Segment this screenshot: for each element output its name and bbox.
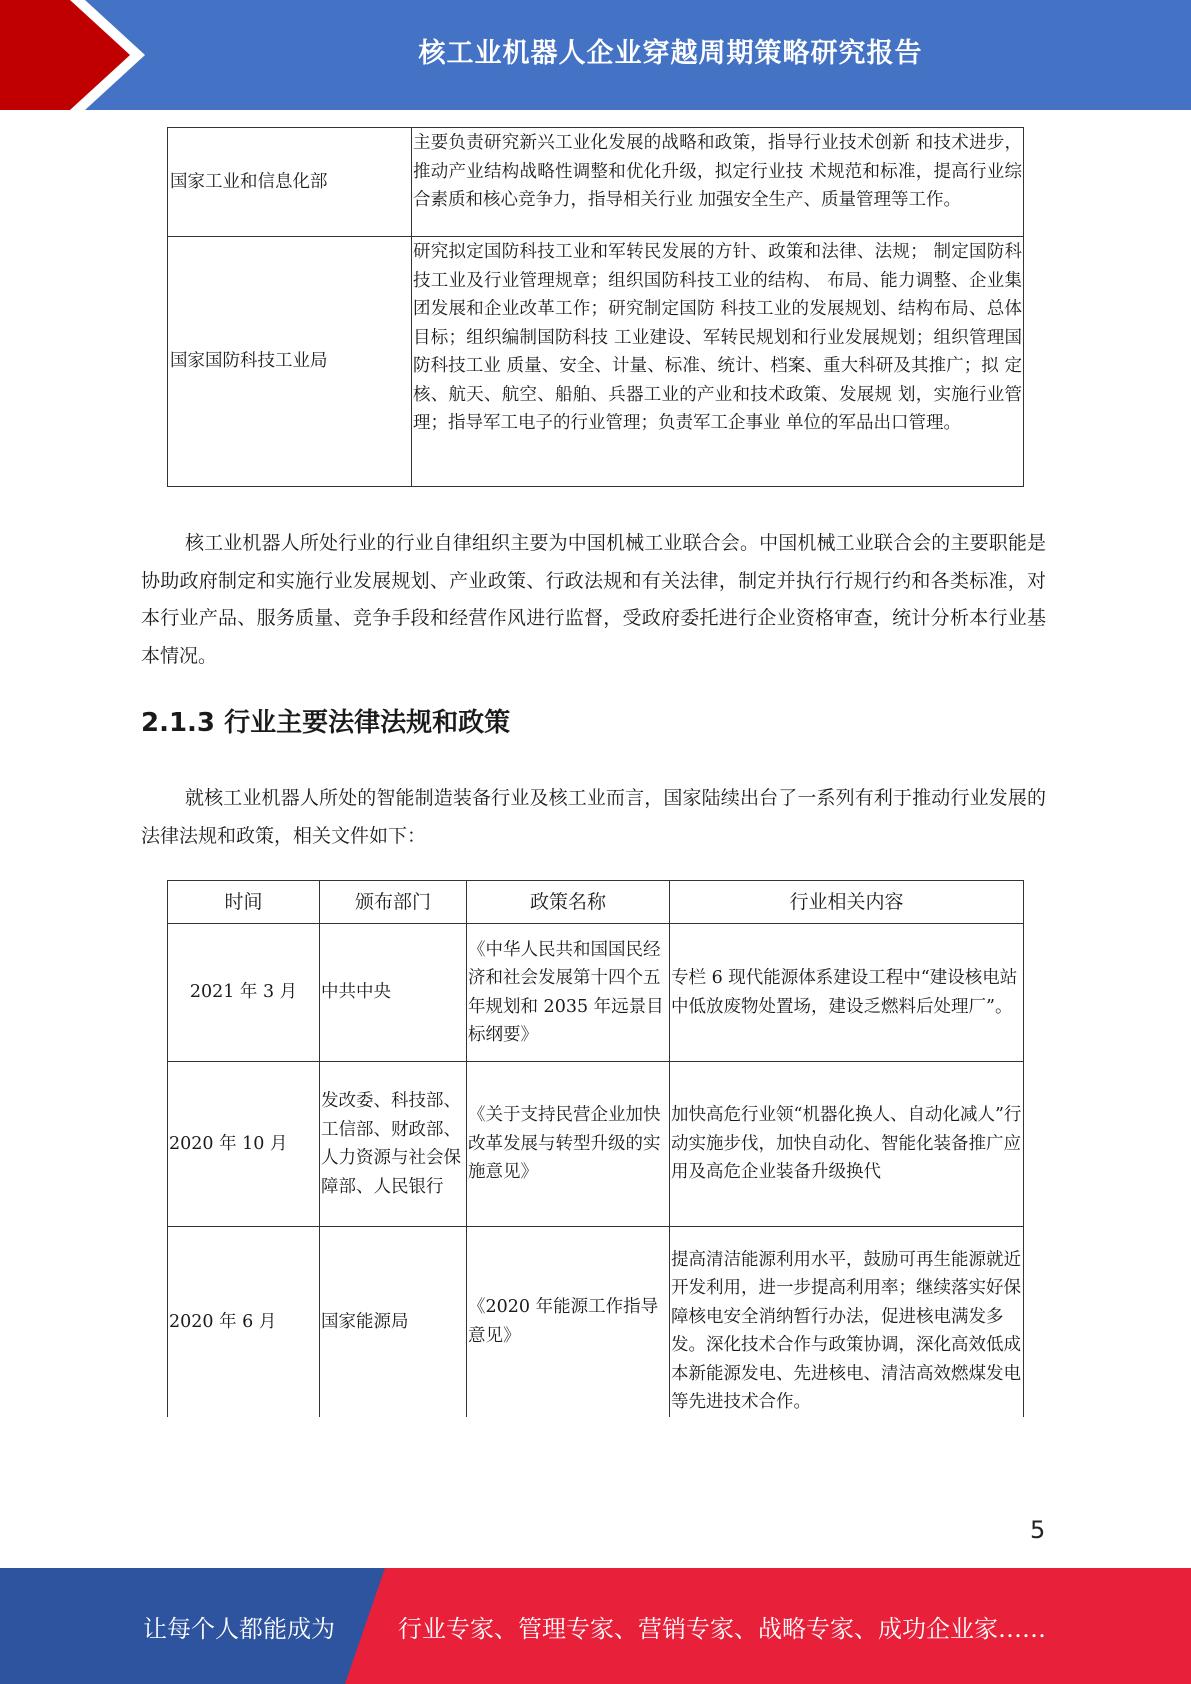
page-number: 5 [1030,1516,1046,1544]
body-paragraph: 核工业机器人所处行业的行业自律组织主要为中国机械工业联合会。中国机械工业联合会的主要职能是协助政府制定和实施行业发展规划、产业政策、行政法规和有关法律，制定并执行行规行约和各类标准，对本行业产品、服务质量、竞争手段和经营作风进行监督，受政府委托进行企业资格审查，统计分析本行业基本情况。 [141,532,1046,667]
content-cell: 加快高危行业领“机器化换人、自动化减人”行动实施步伐，加快自动化、智能化装备推广应用及高危企业装备升级换代 [670,1062,1024,1227]
content-cell: 提高清洁能源利用水平，鼓励可再生能源就近开发利用，进一步提高利用率；继续落实好保障核电安全消纳暂行办法，促进核电满发多发。深化技术合作与政策协调，深化高效低成本新能源发电、先进核电、清洁高效燃煤发电等先进技术合作。 [670,1227,1024,1417]
department-cell: 中共中央 [320,924,467,1062]
time-cell: 2020 年 6 月 [168,1227,320,1417]
policy-table [167,880,1024,1417]
table-row [168,924,1024,1062]
department-cell: 发改委、科技部、工信部、财政部、人力资源与社会保障部、人民银行 [320,1062,467,1227]
time-cell: 2020 年 10 月 [168,1062,320,1227]
policy-cell: 《中华人民共和国国民经济和社会发展第十四个五年规划和 2035 年远景目标纲要》 [467,924,670,1062]
column-header-department: 颁布部门 [320,881,467,924]
column-header-policy: 政策名称 [467,881,670,924]
policy-cell: 《2020 年能源工作指导意见》 [467,1227,670,1417]
page-footer [0,1568,1191,1684]
department-cell: 国家工业和信息化部 [168,128,412,237]
column-header-content: 行业相关内容 [670,881,1024,924]
content-cell: 专栏 6 现代能源体系建设工程中“建设核电站中低放废物处置场，建设乏燃料后处理厂”。 [670,924,1024,1062]
page-header [0,0,1191,110]
table-row [168,1227,1024,1417]
body-paragraph: 就核工业机器人所处的智能制造装备行业及核工业而言，国家陆续出台了一系列有利于推动行业发展的法律法规和政策，相关文件如下： [141,787,1046,847]
report-title: 核工业机器人企业穿越周期策略研究报告 [418,37,923,69]
table-row [168,237,1024,487]
table-row [168,128,1024,237]
footer-slogan-left: 让每个人都能成为 [143,1614,335,1643]
footer-slogan-right: 行业专家、管理专家、营销专家、战略专家、成功企业家…… [398,1614,1046,1643]
duties-cell: 研究拟定国防科技工业和军转民发展的方针、政策和法律、法规； 制定国防科技工业及行业管理规章；组织国防科技工业的结构、 布局、能力调整、企业集团发展和企业改革工作；研究制定国防 科技工业的发展规划、结构布局、总体目标；组织编制国防科技 工业建设、军转民规划和行业发展规划；组织管理国防科技工业 质量、安全、计量、标准、统计、档案、重大科研及其推广；拟 定核、航天、航空、船舶、兵器工业的产业和技术政策、发展规 划，实施行业管理；指导军工电子的行业管理；负责军工企事业 单位的军品出口管理。 [412,237,1024,487]
duties-cell: 主要负责研究新兴工业化发展的战略和政策，指导行业技术创新 和技术进步，推动产业结构战略性调整和优化升级，拟定行业技 术规范和标准，提高行业综合素质和核心竞争力，指导相关行业 加强安全生产、质量管理等工作。 [412,128,1024,237]
department-cell: 国家国防科技工业局 [168,237,412,487]
section-heading: 2.1.3 行业主要法律法规和政策 [141,708,511,738]
authority-table [167,127,1024,487]
time-cell: 2021 年 3 月 [168,924,320,1062]
department-cell: 国家能源局 [320,1227,467,1417]
table-row [168,1062,1024,1227]
table-header-row [168,881,1024,924]
red-chevron-decoration [0,0,150,110]
policy-cell: 《关于支持民营企业加快改革发展与转型升级的实施意见》 [467,1062,670,1227]
column-header-time: 时间 [168,881,320,924]
